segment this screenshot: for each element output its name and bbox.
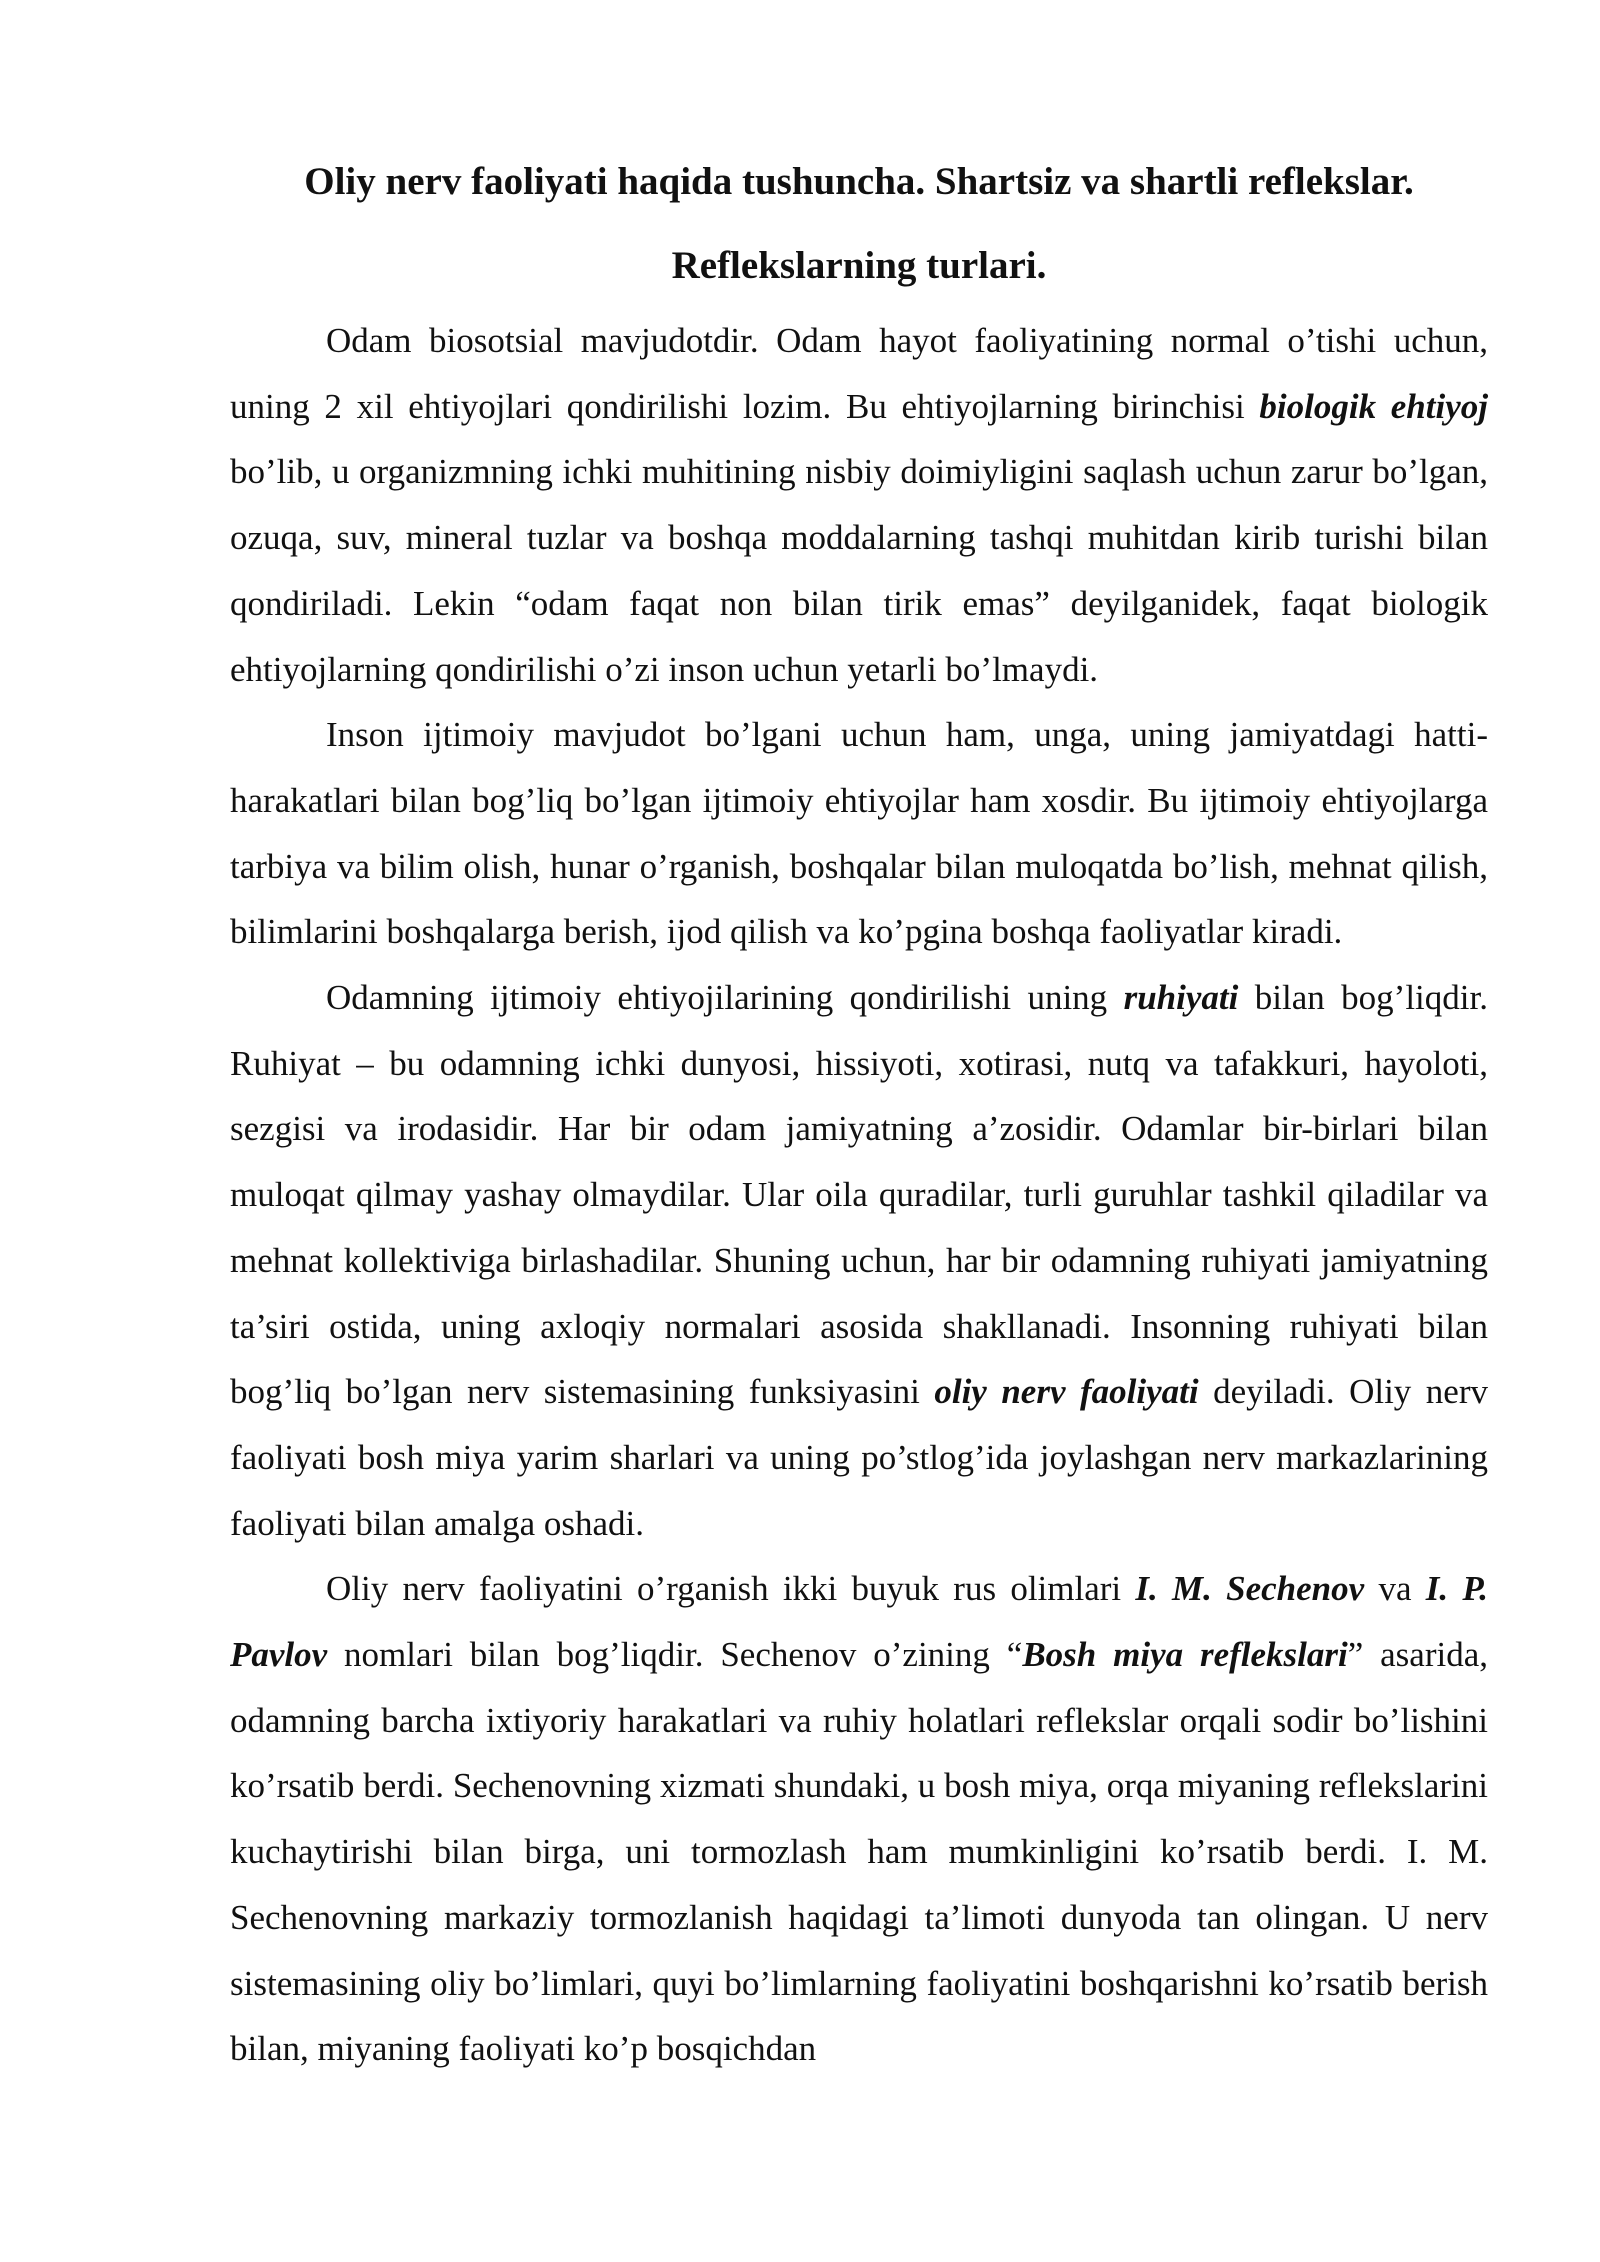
emphasis-pavlov: I. P. Pavlov (230, 1569, 1488, 1675)
paragraph-4-text-2: va (1364, 1569, 1426, 1609)
emphasis-oliy-nerv-faoliyati: oliy nerv faoliyati (934, 1372, 1199, 1412)
emphasis-biologik-ehtiyoj: biologik ehtiyoj (1259, 386, 1488, 426)
paragraph-2 (230, 702, 1488, 965)
paragraph-3 (230, 965, 1488, 1556)
title-line-2: Reflekslarning turlari. (671, 244, 1047, 287)
emphasis-ruhiyati: ruhiyati (1123, 978, 1239, 1018)
paragraph-4-text-3: nomlari bilan bog’liqdir. Sechenov o’zining “ (327, 1635, 1023, 1675)
emphasis-bosh-miya-reflekslari: Bosh miya reflekslari (1022, 1635, 1348, 1675)
paragraph-1-text-2: bo’lib, u organizmning ichki muhitining nisbiy doimiyligini saqlash uchun zarur bo’lgan, ozuqa, suv, mineral tuzlar va boshqa moddalarning tashqi muhitdan kirib turishi bilan qondiriladi. Lekin “odam faqat non bilan tirik emas” deyilganidek, faqat biologik ehtiyojlarning qondirilishi o’zi inson uchun yetarli bo’lmaydi. (230, 452, 1488, 689)
paragraph-1-text-1: Odam biosotsial mavjudotdir. Odam hayot faoliyatining normal o’tishi uchun, uning 2 xil ehtiyojlari qondirilishi lozim. Bu ehtiyojlarning birinchisi (230, 321, 1488, 426)
document-title (230, 140, 1488, 308)
paragraph-4 (230, 1556, 1488, 2082)
paragraph-4-text-1: Oliy nerv faoliyatini o’rganish ikki buyuk rus olimlari (326, 1569, 1136, 1609)
paragraph-4-text-4: ” asarida, odamning barcha ixtiyoriy harakatlari va ruhiy holatlari reflekslar orqali sodir bo’lishini ko’rsatib berdi. Sechenovning xizmati shundaki, u bosh miya, orqa miyaning reflekslarini kuchaytirishi bilan birga, uni tormozlash ham mumkinligini ko’rsatib berdi. I. M. Sechenovning markaziy tormozlanish haqidagi ta’limoti dunyoda tan olingan. U nerv sistemasining oliy bo’limlari, quyi bo’limlarning faoliyatini boshqarishni ko’rsatib berish bilan, miyaning faoliyati ko’p bosqichdan (230, 1635, 1488, 2069)
paragraph-1 (230, 308, 1488, 702)
paragraph-3-text-1: Odamning ijtimoiy ehtiyojilarining qondirilishi uning (326, 978, 1124, 1018)
paragraph-3-text-3: deyiladi. Oliy nerv faoliyati bosh miya yarim sharlari va uning po’stlog’ida joylashgan nerv markazlarining faoliyati bilan amalga oshadi. (230, 1372, 1488, 1543)
document-body (230, 140, 1488, 2082)
emphasis-sechenov: I. M. Sechenov (1135, 1569, 1365, 1609)
paragraph-2-text-1: Inson ijtimoiy mavjudot bo’lgani uchun ham, unga, uning jamiyatdagi hatti-harakatlari bilan bog’liq bo’lgan ijtimoiy ehtiyojlar ham xosdir. Bu ijtimoiy ehtiyojlarga tarbiya va bilim olish, hunar o’rganish, boshqalar bilan muloqatda bo’lish, mehnat qilish, bilimlarini boshqalarga berish, ijod qilish va ko’pgina boshqa faoliyatlar kiradi. (230, 715, 1488, 952)
title-line-1: Oliy nerv faoliyati haqida tushuncha. Shartsiz va shartli reflekslar. (304, 160, 1414, 203)
paragraph-3-text-2: bilan bog’liqdir. Ruhiyat – bu odamning ichki dunyosi, hissiyoti, xotirasi, nutq va tafakkuri, hayoloti, sezgisi va irodasidir. Har bir odam jamiyatning a’zosidir. Odamlar bir-birlari bilan muloqat qilmay yashay olmaydilar. Ular oila quradilar, turli guruhlar tashkil qiladilar va mehnat kollektiviga birlashadilar. Shuning uchun, har bir odamning ruhiyati jamiyatning ta’siri ostida, uning axloqiy normalari asosida shakllanadi. Insonning ruhiyati bilan bog’liq bo’lgan nerv sistemasining funksiyasini (230, 978, 1488, 1412)
